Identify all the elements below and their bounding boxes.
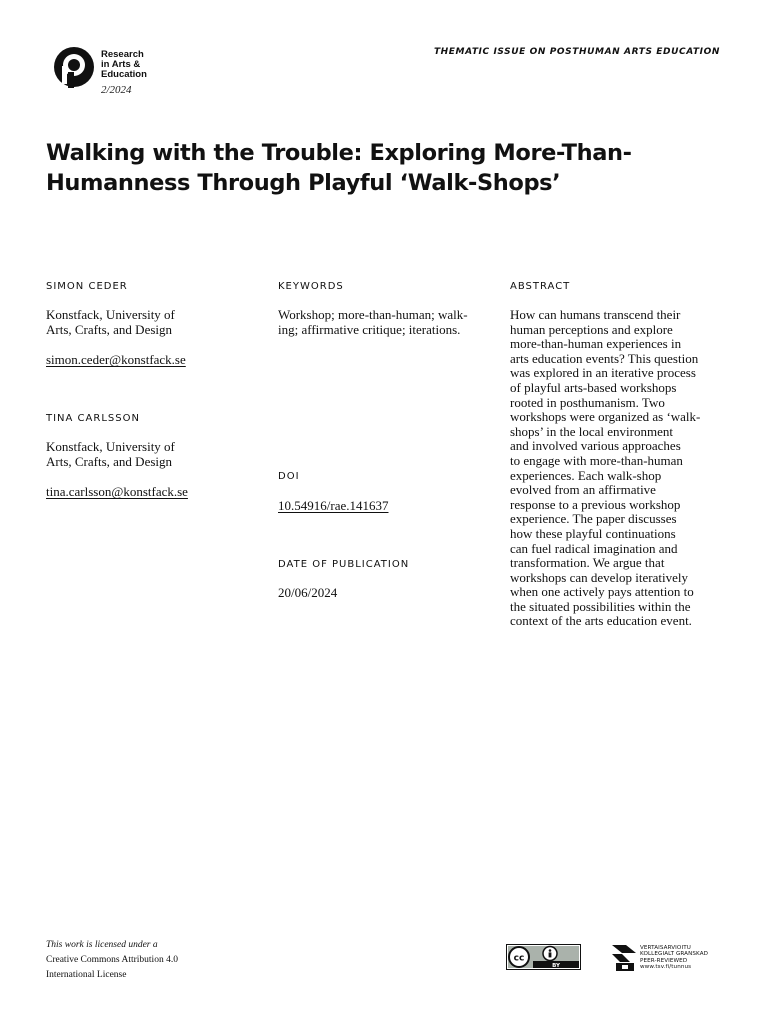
author-name: SIMON CEDER	[46, 281, 128, 292]
abstract-line: experiences. Each walk-shop	[510, 467, 662, 483]
abstract-line: human perceptions and explore	[510, 321, 673, 337]
abstract-line: the situated possibilities within the	[510, 598, 691, 614]
abstract-line: how these playful continuations	[510, 525, 676, 541]
journal-name	[101, 50, 147, 80]
issue-number: 2/2024	[101, 84, 132, 96]
abstract-line: was explored in an iterative process	[510, 365, 696, 381]
abstract-line: more-than-human experiences in	[510, 336, 682, 352]
abstract-line: and involved various approaches	[510, 438, 681, 454]
svg-text:cc: cc	[513, 953, 525, 964]
journal-name-line: Education	[101, 69, 147, 80]
abstract-line: workshops can develop iteratively	[510, 569, 688, 585]
doi-link[interactable]: 10.54916/rae.141637	[278, 498, 389, 513]
publication-date-heading: DATE OF PUBLICATION	[278, 559, 410, 570]
cc-by-badge-icon[interactable]	[506, 944, 581, 970]
journal-name-line: in Arts &	[101, 59, 141, 70]
abstract-line: can fuel radical imagination and	[510, 540, 678, 556]
author-affiliation	[46, 308, 261, 337]
abstract-line: workshops were organized as ‘walk-	[510, 409, 701, 425]
peer-reviewed-line: VERTAISARVIOITU	[640, 945, 691, 951]
author-affiliation	[46, 440, 261, 469]
affiliation-line: Konstfack, University of	[46, 307, 175, 322]
affiliation-line: Arts, Crafts, and Design	[46, 321, 173, 337]
abstract-line: of playful arts-based workshops	[510, 379, 677, 395]
abstract-text	[510, 308, 722, 629]
license-intro: This work is licensed under a	[46, 940, 158, 950]
author-name: TINA CARLSSON	[46, 413, 140, 424]
license-line: Creative Commons Attribution 4.0	[46, 955, 178, 965]
abstract-line: evolved from an affirmative	[510, 482, 656, 498]
keywords-line: Workshop; more-than-human; walk-	[278, 307, 468, 322]
abstract-line: shops’ in the local environment	[510, 423, 673, 439]
publication-date: 20/06/2024	[278, 585, 338, 600]
abstract-line: How can humans transcend their	[510, 307, 681, 322]
cc-by-label: BY	[552, 963, 560, 969]
abstract-line: when one actively pays attention to	[510, 584, 694, 600]
peer-reviewed-line: KOLLEGIALT GRANSKAD	[640, 951, 709, 958]
peer-reviewed-line: PEER-REVIEWED	[640, 957, 688, 964]
abstract-heading: ABSTRACT	[510, 281, 571, 292]
license-link[interactable]	[46, 953, 178, 983]
abstract-line: response to a previous workshop	[510, 496, 681, 512]
author-email-link[interactable]: simon.ceder@konstfack.se	[46, 352, 186, 367]
keywords-line: ing; affirmative critique; iterations.	[278, 321, 461, 337]
doi-heading: DOI	[278, 471, 300, 482]
abstract-line: transformation. We argue that	[510, 555, 665, 571]
journal-logo-icon	[52, 46, 96, 90]
affiliation-line: Arts, Crafts, and Design	[46, 453, 173, 469]
peer-reviewed-logo-icon	[612, 945, 636, 971]
license-notice	[46, 938, 178, 983]
peer-reviewed-label	[640, 945, 708, 971]
article-title: Walking with the Trouble: Exploring More-Than-Humanness Through Playful ‘Walk-Shops’	[46, 140, 632, 196]
abstract-line: experience. The paper discusses	[510, 511, 677, 527]
affiliation-line: Konstfack, University of	[46, 439, 175, 454]
abstract-line: to engage with more-than-human	[510, 452, 683, 468]
license-line: International License	[46, 970, 127, 980]
abstract-line: rooted in posthumanism. Two	[510, 394, 665, 410]
abstract-line: arts education events? This question	[510, 350, 699, 366]
thematic-issue-label: THEMATIC ISSUE ON POSTHUMAN ARTS EDUCATION	[433, 47, 720, 57]
author-email-link[interactable]: tina.carlsson@konstfack.se	[46, 484, 188, 499]
abstract-line: context of the arts education event.	[510, 613, 692, 629]
keywords-text	[278, 308, 493, 337]
keywords-heading: KEYWORDS	[278, 281, 344, 292]
journal-name-line: Research	[101, 49, 144, 60]
peer-reviewed-line: www.tsv.fi/tunnus	[640, 964, 692, 971]
